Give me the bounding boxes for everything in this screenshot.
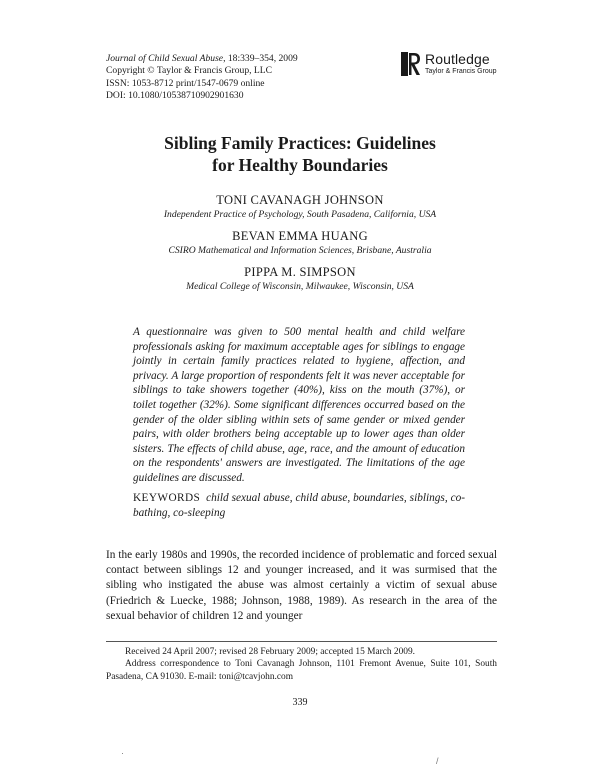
journal-header — [106, 53, 298, 103]
journal-name: Journal of Child Sexual Abuse — [106, 53, 224, 64]
doi-line: DOI: 10.1080/10538710902901630 — [106, 90, 244, 102]
author-block — [0, 265, 600, 293]
author-block — [0, 229, 600, 257]
author-block — [0, 193, 600, 221]
title-line-1: Sibling Family Practices: Guidelines — [164, 133, 436, 153]
abstract: A questionnaire was given to 500 mental health and child welfare professionals asking for maximum acceptable ages for siblings to engage jointly in certain family practices related to hygiene, affection, and privacy. A large proportion of respondents felt it was never acceptable for siblings to take showers together (40%), kiss on the mouth (37%), or toilet together (32%). Some significant differences occurred based on the gender of the older sibling within sets of same gender or mixed gender pairs, with older brothers being acceptable up to lower ages than older sisters. The effects of child abuse, age, race, and the amount of education on the respondents' answers are investigated. The limitations of the age guidelines are discussed. — [133, 326, 465, 484]
keywords-label: KEYWORDS — [133, 492, 201, 504]
author-name: BEVAN EMMA HUANG — [232, 229, 368, 243]
footnote — [106, 646, 497, 683]
keywords-list: child sexual abuse, child abuse, boundaries, siblings, co-bathing, co-sleeping — [133, 492, 465, 519]
publisher-subtitle: Taylor & Francis Group — [425, 68, 497, 75]
keywords — [133, 491, 465, 521]
correspondence-address: Address correspondence to Toni Cavanagh Johnson, 1101 Fremont Avenue, Suite 101, South Pasadena, CA 91030. E-mail: toni@tcavjohn.com — [106, 659, 497, 682]
title-line-2: for Healthy Boundaries — [212, 155, 388, 175]
publisher-name: Routledge — [425, 51, 490, 67]
journal-volume: , 18:339–354, 2009 — [223, 53, 298, 64]
issn-line: ISSN: 1053-8712 print/1547-0679 online — [106, 77, 265, 89]
page-number: 339 — [292, 697, 308, 708]
author-name: PIPPA M. SIMPSON — [244, 265, 356, 279]
routledge-logo-icon — [401, 52, 421, 76]
article-title — [0, 132, 600, 176]
received-dates: Received 24 April 2007; revised 28 February 2009; accepted 15 March 2009. — [125, 647, 416, 657]
journal-citation — [106, 53, 298, 65]
author-affiliation: Independent Practice of Psychology, South Pasadena, California, USA — [163, 209, 437, 220]
scan-dot-mark: · — [121, 748, 124, 758]
publisher-block — [401, 52, 497, 76]
scan-slash-mark: / — [436, 756, 439, 766]
body-paragraph: In the early 1980s and 1990s, the recorded incidence of problematic and forced sexual contact between siblings 12 and younger increased, and it was surmised that the sibling who instigated the abuse was almost certainly a victim of sexual abuse (Friedrich & Luecke, 1988; Johnson, 1988, 1989). As research in the area of the sexual behavior of children 12 and younger — [106, 549, 497, 622]
copyright-line: Copyright © Taylor & Francis Group, LLC — [106, 65, 273, 77]
author-affiliation: Medical College of Wisconsin, Milwaukee, Wisconsin, USA — [186, 281, 414, 292]
author-name: TONI CAVANAGH JOHNSON — [216, 193, 384, 207]
footnote-divider — [106, 641, 497, 642]
author-affiliation: CSIRO Mathematical and Information Sciences, Brisbane, Australia — [168, 245, 432, 256]
